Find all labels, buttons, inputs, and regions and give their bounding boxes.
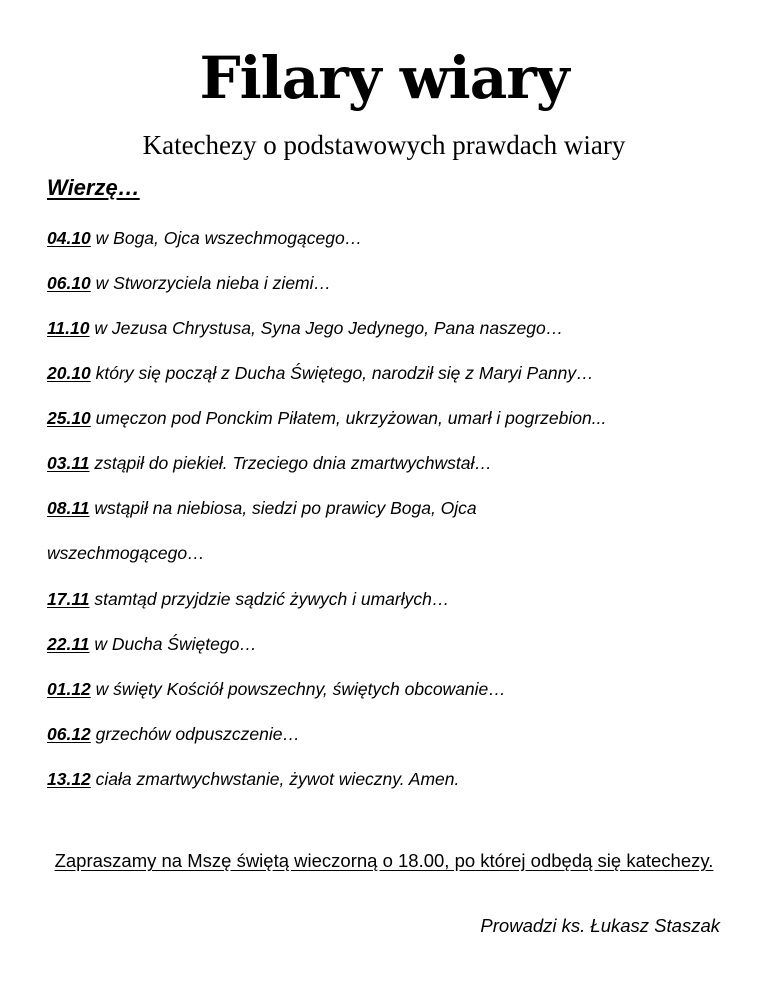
schedule-text: umęczon pod Ponckim Piłatem, ukrzyżowan, umarł i pogrzebion... xyxy=(90,408,607,428)
section-heading: Wierzę… xyxy=(47,175,140,200)
page-title: Filary wiary xyxy=(199,44,569,112)
schedule-item xyxy=(47,587,737,611)
schedule-item xyxy=(47,486,607,576)
schedule-text: zstąpił do piekieł. Trzeciego dnia zmartwychwstał… xyxy=(89,453,492,473)
schedule-date: 22.11 xyxy=(47,634,90,654)
schedule-date: 13.12 xyxy=(47,769,91,789)
schedule-item xyxy=(47,361,737,385)
schedule-date: 17.11 xyxy=(47,589,90,609)
schedule-item xyxy=(47,632,737,656)
schedule-date: 06.12 xyxy=(47,724,91,744)
schedule-item xyxy=(47,451,737,475)
schedule-text: ciała zmartwychwstanie, żywot wieczny. Amen. xyxy=(90,769,460,789)
schedule-text: w święty Kościół powszechny, świętych obcowanie… xyxy=(90,679,506,699)
schedule-item xyxy=(47,406,737,430)
schedule-date: 06.10 xyxy=(47,273,91,293)
schedule-text: wstąpił na niebiosa, siedzi po prawicy Boga, Ojca wszechmogącego… xyxy=(47,498,477,563)
schedule-item xyxy=(47,226,737,250)
schedule-item xyxy=(47,722,737,746)
schedule-date: 11.10 xyxy=(47,318,90,338)
schedule-date: 01.12 xyxy=(47,679,91,699)
schedule-date: 25.10 xyxy=(47,408,91,428)
page-subtitle: Katechezy o podstawowych prawdach wiary xyxy=(142,130,626,160)
schedule-date: 20.10 xyxy=(47,363,91,383)
schedule-item xyxy=(47,677,737,701)
schedule-text: który się począł z Ducha Świętego, narodził się z Maryi Panny… xyxy=(90,363,594,383)
schedule-date: 04.10 xyxy=(47,228,91,248)
catechesis-schedule xyxy=(47,226,737,812)
schedule-text: w Jezusa Chrystusa, Syna Jego Jedynego, Pana naszego… xyxy=(89,318,564,338)
schedule-date: 03.11 xyxy=(47,453,90,473)
invitation-text: Zapraszamy na Mszę świętą wieczorną o 18.00, po której odbędą się katechezy. xyxy=(54,850,714,871)
schedule-date: 08.11 xyxy=(47,498,90,518)
schedule-item xyxy=(47,767,737,791)
schedule-text: w Stworzyciela nieba i ziemi… xyxy=(90,273,332,293)
schedule-text: stamtąd przyjdzie sądzić żywych i umarłych… xyxy=(89,589,450,609)
schedule-item xyxy=(47,316,737,340)
schedule-text: grzechów odpuszczenie… xyxy=(90,724,300,744)
schedule-text: w Ducha Świętego… xyxy=(89,634,257,654)
signature-text: Prowadzi ks. Łukasz Staszak xyxy=(480,915,720,936)
schedule-text: w Boga, Ojca wszechmogącego… xyxy=(90,228,363,248)
schedule-item xyxy=(47,271,737,295)
